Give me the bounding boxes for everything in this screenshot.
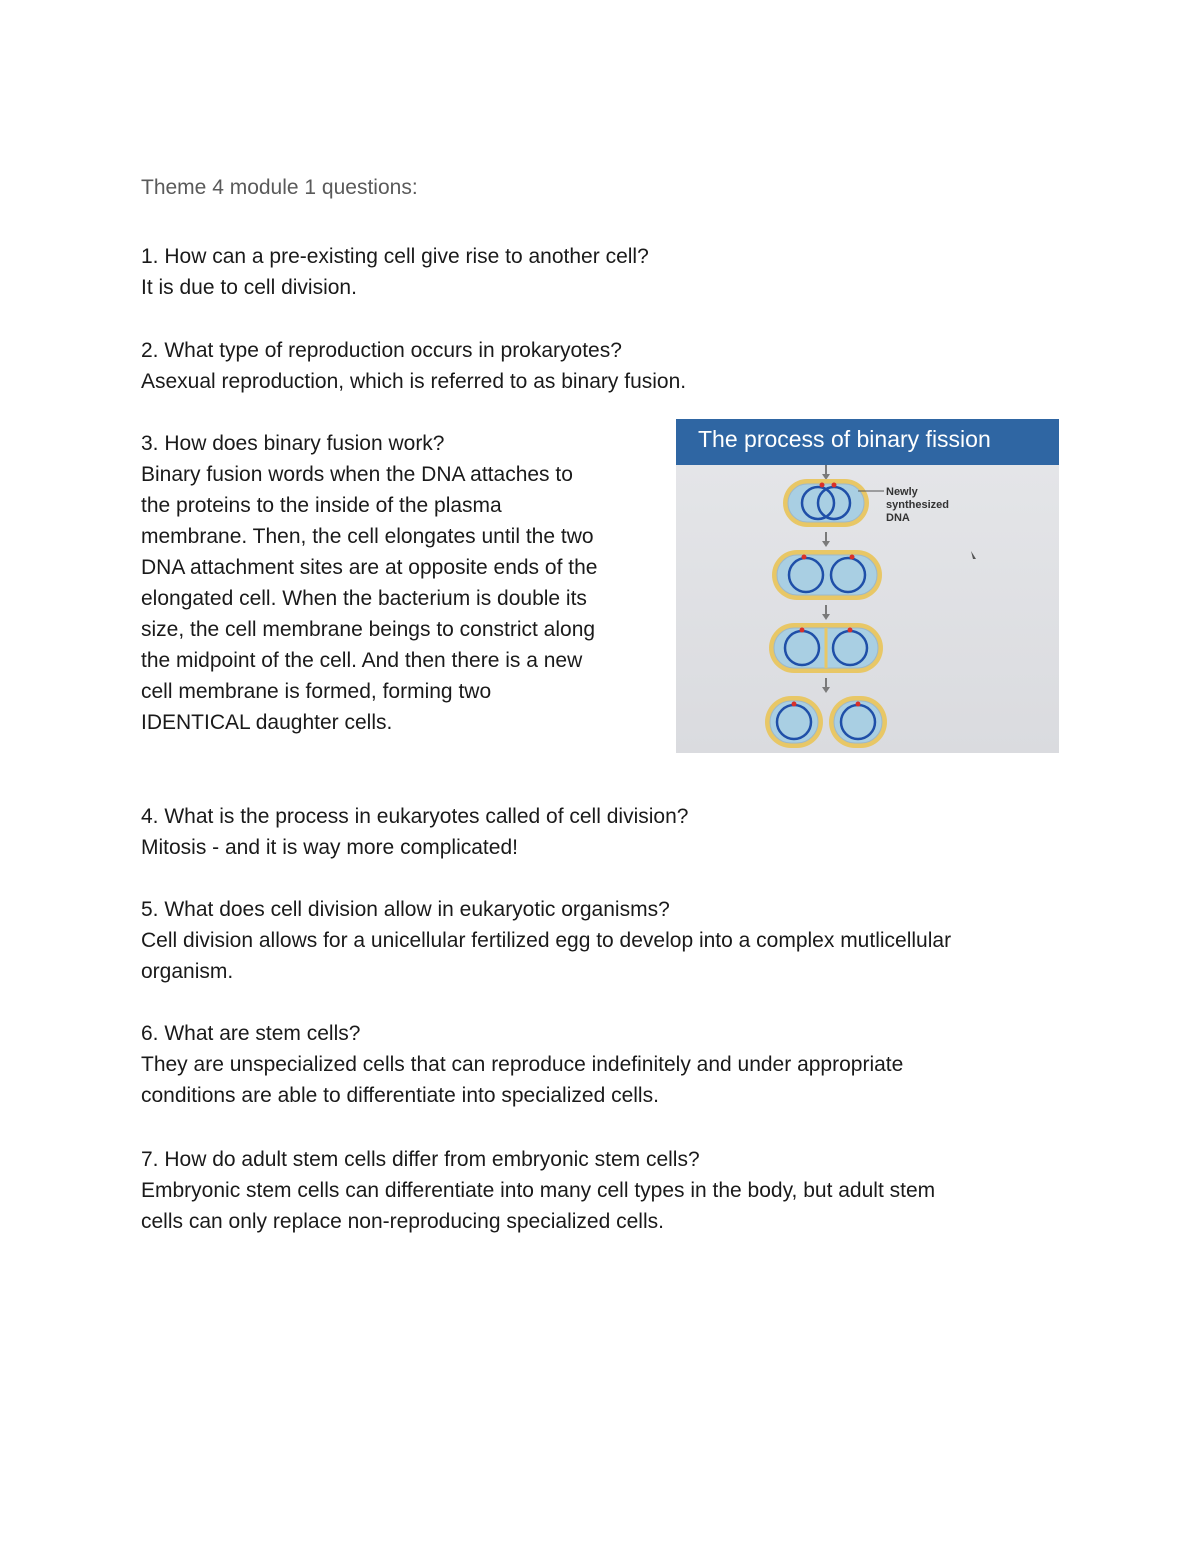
answer-6-line: They are unspecialized cells that can reproduce indefinitely and under appropriate xyxy=(141,1053,904,1076)
answer-3-line: membrane. Then, the cell elongates until the two xyxy=(141,525,594,548)
answer-3-line: DNA attachment sites are at opposite ends of the xyxy=(141,556,598,579)
cell-stage-4 xyxy=(765,696,887,748)
qa-7 xyxy=(141,1144,935,1237)
qa-6 xyxy=(141,1018,903,1111)
question-5: 5. What does cell division allow in eukaryotic organisms? xyxy=(141,898,670,921)
question-6: 6. What are stem cells? xyxy=(141,1022,361,1045)
arrow-icon xyxy=(822,678,830,693)
answer-7-line: cells can only replace non-reproducing specialized cells. xyxy=(141,1210,664,1233)
arrow-icon xyxy=(822,605,830,620)
answer-3-line: IDENTICAL daughter cells. xyxy=(141,711,393,734)
qa-4 xyxy=(141,801,688,863)
answer-7-line: Embryonic stem cells can differentiate into many cell types in the body, but adult stem xyxy=(141,1179,936,1202)
answer-3-line: Binary fusion words when the DNA attaches to xyxy=(141,463,573,486)
qa-5 xyxy=(141,894,951,987)
cell-stage-1 xyxy=(783,479,884,527)
answer-5-line: Cell division allows for a unicellular fertilized egg to develop into a complex mutlicellular xyxy=(141,929,952,952)
question-4: 4. What is the process in eukaryotes called of cell division? xyxy=(141,805,689,828)
answer-4-line: Mitosis - and it is way more complicated! xyxy=(141,836,518,859)
question-3: 3. How does binary fusion work? xyxy=(141,432,445,455)
cursor-icon xyxy=(971,551,976,559)
arrow-icon xyxy=(822,465,830,480)
page-title: Theme 4 module 1 questions: xyxy=(141,176,418,199)
binary-fission-figure xyxy=(676,419,1059,753)
qa-3 xyxy=(141,428,597,738)
figure-label-line: DNA xyxy=(886,512,910,524)
qa-1 xyxy=(141,241,649,303)
question-1: 1. How can a pre-existing cell give rise to another cell? xyxy=(141,245,649,268)
answer-3-line: the proteins to the inside of the plasma xyxy=(141,494,502,517)
cell-stage-3 xyxy=(769,623,883,673)
answer-3-line: elongated cell. When the bacterium is double its xyxy=(141,587,587,610)
arrow-icon xyxy=(822,532,830,547)
answer-5-line: organism. xyxy=(141,960,234,983)
question-2: 2. What type of reproduction occurs in prokaryotes? xyxy=(141,339,622,362)
question-7: 7. How do adult stem cells differ from embryonic stem cells? xyxy=(141,1148,700,1171)
figure-label-line: Newly xyxy=(886,486,918,498)
answer-6-line: conditions are able to differentiate into specialized cells. xyxy=(141,1084,659,1107)
figure-title: The process of binary fission xyxy=(698,426,991,452)
cell-stage-2 xyxy=(772,550,882,600)
answer-3-line: the midpoint of the cell. And then there is a new xyxy=(141,649,583,672)
answer-1-line: It is due to cell division. xyxy=(141,276,357,299)
figure-label-line: synthesized xyxy=(886,499,949,511)
answer-2-line: Asexual reproduction, which is referred to as binary fusion. xyxy=(141,370,687,393)
answer-3-line: size, the cell membrane beings to constrict along xyxy=(141,618,596,641)
answer-3-line: cell membrane is formed, forming two xyxy=(141,680,492,703)
binary-fission-diagram xyxy=(676,419,1059,753)
qa-2 xyxy=(141,335,686,397)
